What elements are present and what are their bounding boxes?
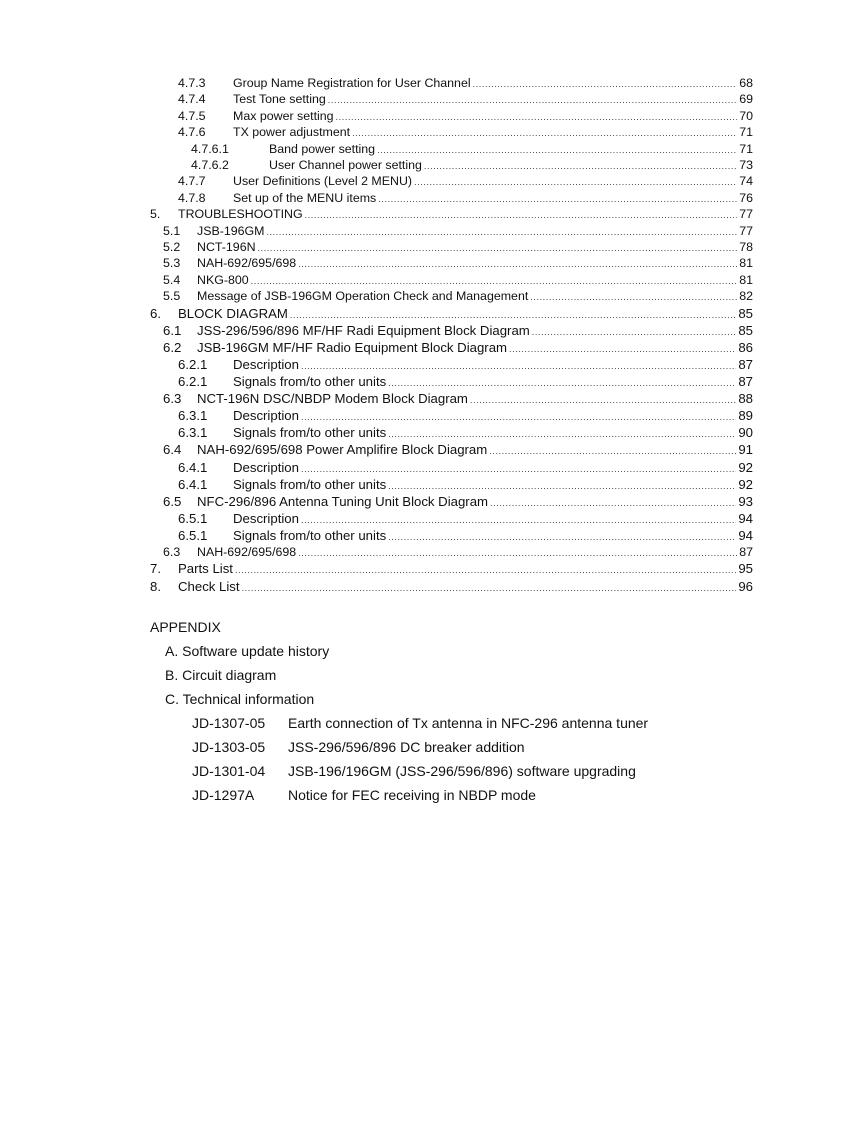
toc-entry-number: 4.7.6.1: [191, 141, 229, 156]
toc-leader-dots: [301, 358, 736, 374]
toc-entry-number: 6.5.1: [178, 510, 208, 526]
toc-entry-number: 6.3.1: [178, 425, 208, 441]
toc-entry: [150, 561, 753, 578]
toc-leader-dots: [490, 495, 736, 511]
toc-entry: [150, 224, 753, 240]
toc-entry-page: 82: [739, 289, 753, 304]
toc-entry: [150, 494, 753, 511]
toc-entry-title: NFC-296/896 Antenna Tuning Unit Block Diagram: [197, 493, 489, 509]
toc-entry-title: Band power setting: [269, 141, 376, 156]
toc-entry-page: 91: [738, 442, 753, 458]
toc-entry: [150, 289, 753, 305]
toc-entry: [150, 477, 753, 494]
toc-entry: [150, 142, 753, 158]
toc-entry-number: 6.: [150, 305, 161, 321]
toc-leader-dots: [388, 375, 736, 391]
toc-entry-page: 87: [739, 545, 753, 559]
toc-entry-title: User Channel power setting: [269, 158, 422, 173]
toc-entry: [150, 158, 753, 174]
toc-entry-title: Check List: [178, 578, 240, 594]
toc-entry-title: BLOCK DIAGRAM: [178, 305, 288, 321]
toc-entry-page: 88: [738, 391, 753, 407]
toc-entry-number: 6.2.1: [178, 374, 208, 390]
toc-leader-dots: [301, 461, 736, 477]
toc-entry-page: 69: [739, 92, 753, 107]
toc-entry: [150, 340, 753, 357]
toc-entry-title: NAH-692/695/698: [197, 545, 297, 559]
toc-entry-page: 77: [739, 223, 753, 238]
toc-entry-page: 71: [739, 125, 753, 140]
toc-entry-number: 6.3: [163, 391, 182, 407]
toc-entry-number: 5.: [150, 207, 161, 222]
toc-entry-title: JSB-196GM MF/HF Radio Equipment Block Diagram: [197, 339, 508, 355]
toc-entry-title: Set up of the MENU items: [233, 190, 377, 205]
toc-entry-number: 6.5: [163, 493, 182, 509]
toc-entry: [150, 374, 753, 391]
toc-leader-dots: [328, 93, 737, 108]
toc-entry: [150, 528, 753, 545]
toc-leader-dots: [258, 241, 738, 256]
toc-entry-page: 92: [738, 476, 753, 492]
toc-entry-page: 68: [739, 76, 753, 90]
toc-entry: [150, 579, 753, 596]
toc-leader-dots: [301, 512, 736, 528]
toc-entry-page: 95: [738, 561, 753, 577]
toc-entry-title: JSS-296/596/896 MF/HF Radi Equipment Block Diagram: [197, 322, 530, 338]
technical-info-description: JSS-296/596/896 DC breaker addition: [288, 739, 525, 755]
toc-entry-title: Test Tone setting: [233, 92, 326, 107]
toc-entry-page: 96: [738, 578, 753, 594]
toc-entry: [150, 391, 753, 408]
toc-entry-number: 6.2: [163, 339, 182, 355]
toc-entry-number: 4.7.6.2: [191, 158, 229, 173]
technical-info-description: Earth connection of Tx antenna in NFC-296 antenna tuner: [288, 715, 649, 731]
technical-info-row: [150, 738, 648, 762]
toc-entry: [150, 306, 753, 323]
toc-entry-page: 71: [739, 141, 753, 156]
toc-entry: [150, 191, 753, 207]
technical-info-code: JD-1301-04: [192, 763, 266, 779]
toc-entry: [150, 425, 753, 442]
toc-entry-number: 6.4.1: [178, 459, 208, 475]
toc-entry: [150, 207, 753, 223]
table-of-contents: [150, 76, 753, 596]
toc-entry-title: Parts List: [178, 561, 233, 577]
toc-entry-title: Message of JSB-196GM Operation Check and Management: [197, 289, 529, 304]
toc-leader-dots: [377, 143, 737, 158]
toc-entry: [150, 174, 753, 190]
technical-info-code: JD-1303-05: [192, 739, 266, 755]
toc-entry-title: Signals from/to other units: [233, 527, 387, 543]
toc-entry-title: Description: [233, 356, 299, 372]
toc-leader-dots: [290, 307, 736, 323]
toc-entry-title: Description: [233, 510, 299, 526]
toc-entry-number: 6.2.1: [178, 356, 208, 372]
toc-entry: [150, 109, 753, 125]
toc-entry: [150, 442, 753, 459]
toc-entry-title: TX power adjustment: [233, 125, 351, 140]
toc-entry-number: 4.7.8: [178, 190, 206, 205]
toc-entry-page: 85: [738, 322, 753, 338]
technical-info-row: [150, 762, 648, 786]
appendix-item: C. Technical information: [165, 691, 315, 707]
toc-entry-title: Max power setting: [233, 108, 334, 123]
toc-entry-page: 81: [739, 256, 753, 271]
toc-entry-number: 5.2: [163, 240, 181, 255]
technical-info-description: JSB-196/196GM (JSS-296/596/896) software upgrading: [288, 763, 636, 779]
technical-info-row: [150, 714, 648, 738]
toc-entry-number: 5.1: [163, 223, 181, 238]
toc-entry-page: 92: [738, 459, 753, 475]
toc-leader-dots: [388, 426, 736, 442]
toc-entry-page: 94: [738, 527, 753, 543]
appendix-title: APPENDIX: [150, 619, 221, 635]
toc-entry-title: NAH-692/695/698 Power Amplifire Block Diagram: [197, 442, 488, 458]
toc-entry-title: JSB-196GM: [197, 223, 265, 238]
toc-leader-dots: [470, 392, 736, 408]
toc-entry: [150, 323, 753, 340]
toc-entry: [150, 76, 753, 92]
toc-entry-title: Signals from/to other units: [233, 425, 387, 441]
toc-entry-page: 86: [738, 339, 753, 355]
toc-entry: [150, 240, 753, 256]
toc-entry-number: 6.1: [163, 322, 182, 338]
technical-info-code: JD-1307-05: [192, 715, 266, 731]
toc-entry-page: 76: [739, 190, 753, 205]
toc-entry-number: 7.: [150, 561, 161, 577]
toc-entry: [150, 92, 753, 108]
toc-entry: [150, 256, 753, 272]
toc-entry: [150, 357, 753, 374]
toc-entry-number: 6.3: [163, 545, 181, 559]
toc-leader-dots: [489, 443, 736, 459]
toc-leader-dots: [298, 546, 737, 561]
toc-entry-title: User Definitions (Level 2 MENU): [233, 174, 413, 189]
toc-leader-dots: [530, 290, 737, 305]
toc-leader-dots: [388, 529, 736, 545]
toc-leader-dots: [266, 225, 737, 240]
toc-leader-dots: [336, 110, 738, 125]
toc-entry-number: 5.3: [163, 256, 181, 271]
toc-entry-page: 81: [739, 272, 753, 287]
toc-entry-number: 4.7.7: [178, 174, 206, 189]
toc-entry-page: 93: [738, 493, 753, 509]
toc-entry-title: TROUBLESHOOTING: [178, 207, 303, 222]
toc-entry-number: 4.7.3: [178, 76, 206, 90]
toc-leader-dots: [473, 77, 738, 92]
toc-entry-number: 6.3.1: [178, 408, 208, 424]
toc-entry-number: 6.5.1: [178, 527, 208, 543]
toc-entry: [150, 545, 753, 561]
appendix-section: [150, 618, 648, 810]
toc-leader-dots: [235, 562, 736, 578]
toc-entry-title: Group Name Registration for User Channel: [233, 76, 471, 90]
toc-leader-dots: [414, 175, 737, 190]
toc-entry-page: 70: [739, 108, 753, 123]
technical-info-description: Notice for FEC receiving in NBDP mode: [288, 787, 536, 803]
toc-leader-dots: [251, 274, 738, 289]
technical-info-row: [150, 786, 648, 810]
toc-entry-page: 85: [738, 305, 753, 321]
toc-entry-title: Signals from/to other units: [233, 374, 387, 390]
toc-entry: [150, 273, 753, 289]
toc-entry-number: 6.4: [163, 442, 182, 458]
toc-entry-title: NCT-196N: [197, 240, 256, 255]
toc-leader-dots: [532, 324, 737, 340]
toc-leader-dots: [378, 192, 737, 207]
toc-entry-number: 4.7.4: [178, 92, 206, 107]
toc-entry: [150, 408, 753, 425]
toc-entry-number: 6.4.1: [178, 476, 208, 492]
toc-entry-page: 87: [738, 356, 753, 372]
toc-entry-page: 77: [739, 207, 753, 222]
appendix-item: A. Software update history: [165, 643, 330, 659]
toc-leader-dots: [301, 409, 736, 425]
toc-entry-page: 89: [738, 408, 753, 424]
toc-entry-title: Signals from/to other units: [233, 476, 387, 492]
toc-entry-number: 4.7.5: [178, 108, 206, 123]
toc-entry: [150, 125, 753, 141]
toc-entry-title: Description: [233, 408, 299, 424]
toc-leader-dots: [298, 257, 737, 272]
toc-entry-number: 4.7.6: [178, 125, 206, 140]
toc-entry: [150, 460, 753, 477]
toc-entry-title: NAH-692/695/698: [197, 256, 297, 271]
toc-entry-page: 94: [738, 510, 753, 526]
toc-leader-dots: [388, 478, 736, 494]
toc-entry-page: 87: [738, 374, 753, 390]
toc-leader-dots: [352, 126, 737, 141]
toc-leader-dots: [424, 159, 737, 174]
toc-entry-number: 5.4: [163, 272, 181, 287]
toc-entry: [150, 511, 753, 528]
technical-info-code: JD-1297A: [192, 787, 255, 803]
toc-entry-page: 73: [739, 158, 753, 173]
toc-entry-title: NCT-196N DSC/NBDP Modem Block Diagram: [197, 391, 468, 407]
toc-entry-number: 5.5: [163, 289, 181, 304]
toc-leader-dots: [305, 208, 738, 223]
toc-entry-page: 74: [739, 174, 753, 189]
toc-entry-title: NKG-800: [197, 272, 249, 287]
toc-entry-title: Description: [233, 459, 299, 475]
toc-leader-dots: [242, 580, 737, 596]
toc-entry-page: 90: [738, 425, 753, 441]
toc-entry-page: 78: [739, 240, 753, 255]
appendix-item: B. Circuit diagram: [165, 667, 277, 683]
toc-leader-dots: [509, 341, 736, 357]
toc-entry-number: 8.: [150, 578, 161, 594]
